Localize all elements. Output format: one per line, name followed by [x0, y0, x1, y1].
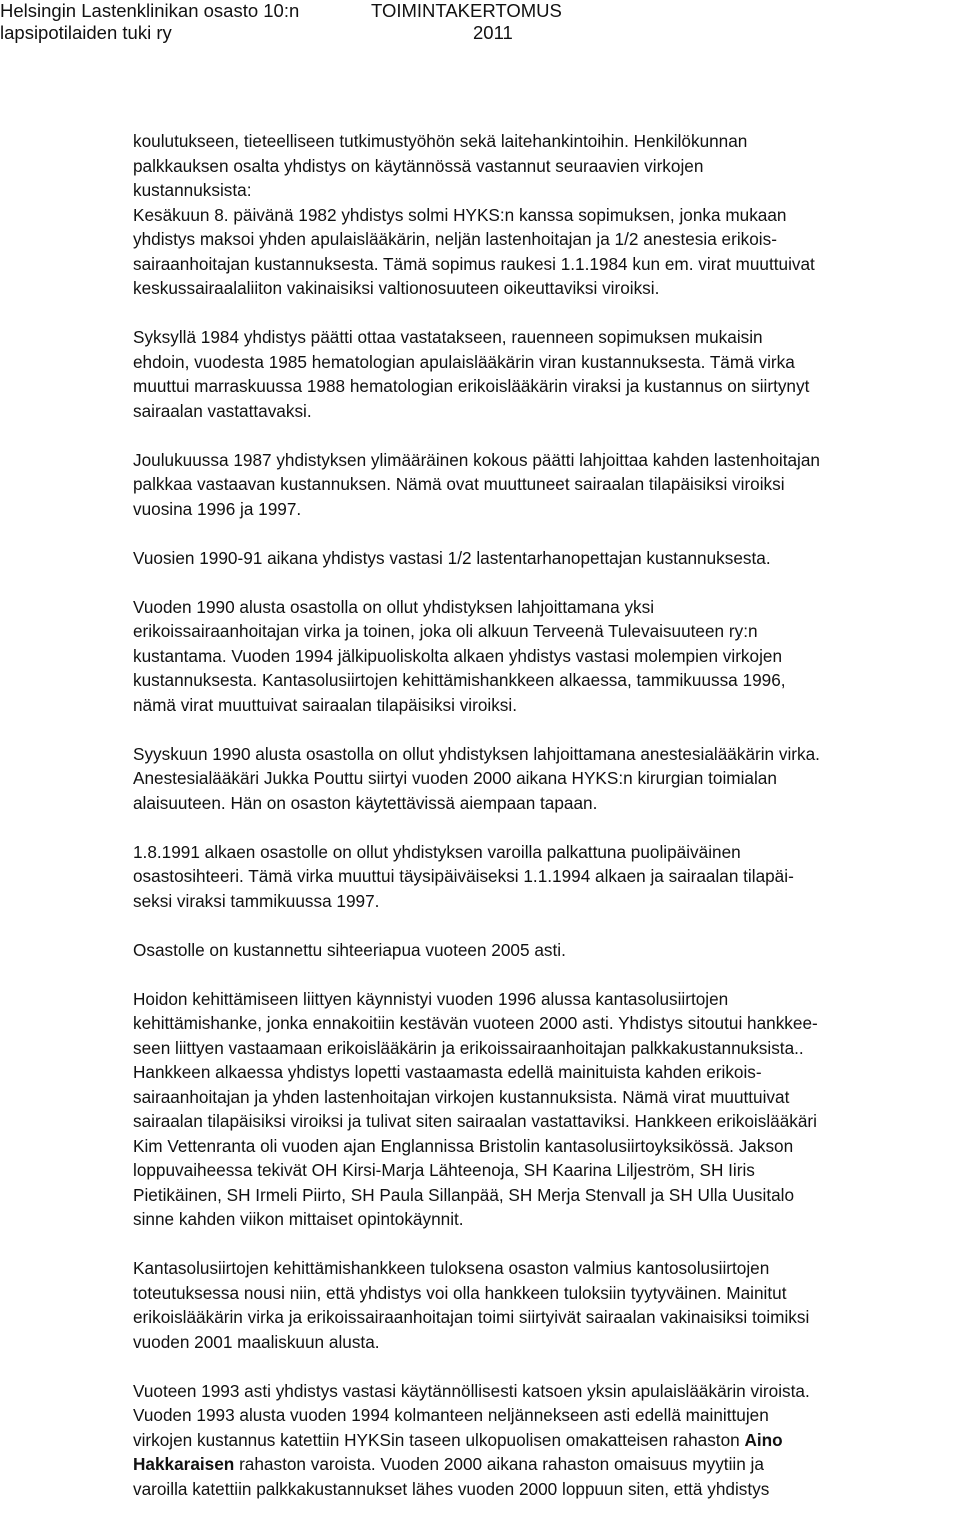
text-fragment: rahaston varoista. Vuoden 2000 aikana rahaston omaisuus myytiin ja [234, 1454, 764, 1474]
text-line: palkkaa vastaavan kustannuksen. Nämä ovat muuttuneet sairaalan tilapäisiksi viroiksi [133, 474, 785, 494]
text-line: sairaalan vastattavaksi. [133, 400, 312, 421]
text-line: vuoden 2001 maaliskuun alusta. [133, 1331, 380, 1352]
paragraph-fund-1993 [133, 1379, 953, 1502]
document-body [133, 129, 953, 1526]
text-line: muuttui marraskuussa 1988 hematologian erikoislääkärin viraksi ja kustannus on siirtynyt [133, 376, 810, 396]
text-line: Syyskuun 1990 alusta osastolla on ollut yhdistyksen lahjoittamana anestesialääkärin virka. [133, 743, 820, 764]
text-line: Syksyllä 1984 yhdistys päätti ottaa vastatakseen, rauenneen sopimuksen mukaisin [133, 327, 763, 347]
text-line: sairaanhoitajan ja yhden lastenhoitajan virkojen kustannuksista. Nämä virat muuttuivat [133, 1086, 790, 1107]
text-line [133, 1428, 953, 1453]
paragraph-secretary-2005 [133, 938, 953, 963]
text-line: kustannuksesta. Kantasolusiirtojen kehittämishankkeen alkaessa, tammikuussa 1996, [133, 670, 786, 690]
text-line: 1.8.1991 alkaen osastolle on ollut yhdistyksen varoilla palkattuna puolipäiväinen [133, 841, 741, 862]
document-title: TOIMINTAKERTOMUS [371, 0, 562, 21]
document-year: 2011 [473, 22, 513, 43]
text-line: Vuosien 1990-91 aikana yhdistys vastasi 1/2 lastentarhanopettajan kustannuksesta. [133, 547, 771, 568]
text-line: Hoidon kehittämiseen liittyen käynnistyi vuoden 1996 alussa kantasolusiirtojen [133, 988, 729, 1009]
text-line: ehdoin, vuodesta 1985 hematologian apulaislääkärin viran kustannuksesta. Tämä virka [133, 351, 795, 372]
text-line: sinne kahden viikon mittaiset opintokäynnit. [133, 1209, 464, 1229]
text-line: vuosina 1996 ja 1997. [133, 498, 302, 519]
paragraph-stem-cell-project [133, 987, 953, 1232]
text-line: seen liittyen vastaamaan erikoislääkärin ja erikoissairaanhoitajan palkkakustannuksista.. [133, 1037, 804, 1058]
fund-name-bold: Hakkaraisen [133, 1454, 235, 1474]
page-header [0, 0, 960, 50]
text-line: nämä virat muuttuivat sairaalan tilapäisiksi viroiksi. [133, 694, 517, 715]
organization-name-line-2: lapsipotilaiden tuki ry [0, 22, 172, 43]
text-line: erikoissairaanhoitajan virka ja toinen, joka oli alkuun Terveenä Tulevaisuuteen ry:n [133, 621, 758, 641]
text-line: seksi viraksi tammikuussa 1997. [133, 890, 380, 911]
text-line: keskussairaalaliiton vakinaisiksi valtionosuuteen oikeuttaviksi viroiksi. [133, 278, 660, 298]
text-line: kustantama. Vuoden 1994 jälkipuoliskolta alkaen yhdistys vastasi molempien virkojen [133, 645, 783, 666]
text-line: Anestesialääkäri Jukka Pouttu siirtyi vuoden 2000 aikana HYKS:n kirurgian toimialan [133, 768, 777, 788]
text-line: yhdistys maksoi yhden apulaislääkärin, neljän lastenhoitajan ja 1/2 anestesia erikois- [133, 229, 777, 249]
paragraph-secretary [133, 840, 953, 914]
text-line: palkkauksen osalta yhdistys on käytännössä vastannut seuraavien virkojen [133, 155, 704, 176]
text-line: toteutuksessa nousi niin, että yhdistys voi olla hankkeen tuloksiin tyytyväinen. Mainitut [133, 1282, 787, 1303]
text-line: Osastolle on kustannettu sihteeriapua vuoteen 2005 asti. [133, 939, 566, 960]
text-line: Kim Vettenranta oli vuoden ajan Englannissa Bristolin kantasolusiirtoyksikössä. Jakson [133, 1135, 794, 1156]
text-line: koulutukseen, tieteelliseen tutkimustyöhön sekä laitehankintoihin. Henkilökunnan [133, 131, 748, 151]
text-line: kehittämishanke, jonka ennakoitiin kestävän vuoteen 2000 asti. Yhdistys sitoutui hankkee- [133, 1013, 818, 1033]
text-line: sairaalan tilapäisiksi viroiksi ja tulivat siten sairaalan vastattaviksi. Hankkeen erikoislääkäri [133, 1111, 817, 1131]
organization-name-line-1: Helsingin Lastenklinikan osasto 10:n [0, 0, 300, 21]
text-line: loppuvaiheessa tekivät OH Kirsi-Marja Lähteenoja, SH Kaarina Liljeström, SH Iiris [133, 1160, 755, 1180]
paragraph-1990-91 [133, 546, 953, 571]
text-line [133, 1452, 953, 1477]
text-fragment: virkojen kustannus katettiin HYKSin taseen ulkopuolisen omakatteisen rahaston [133, 1429, 745, 1450]
paragraph-1990-nurse [133, 595, 953, 718]
text-line: Hankkeen alkaessa yhdistys lopetti vastaamasta edellä mainituista kahden erikois- [133, 1062, 762, 1082]
text-line: varoilla katettiin palkkakustannukset lähes vuoden 2000 loppuun siten, että yhdistys [133, 1478, 770, 1499]
text-line: Joulukuussa 1987 yhdistyksen ylimääräinen kokous päätti lahjoittaa kahden lastenhoitajan [133, 449, 820, 470]
text-line: Vuoden 1993 alusta vuoden 1994 kolmanteen neljännekseen asti edellä mainittujen [133, 1405, 769, 1425]
text-line: Vuoteen 1993 asti yhdistys vastasi käytännöllisesti katsoen yksin apulaislääkärin viroista. [133, 1380, 810, 1401]
paragraph-anesthesiologist [133, 742, 953, 816]
paragraph-staff-funding [133, 129, 953, 301]
text-line: Kantasolusiirtojen kehittämishankkeen tuloksena osaston valmius kantosolusiirtojen [133, 1258, 770, 1278]
text-line: kustannuksista: [133, 180, 252, 200]
text-line: Vuoden 1990 alusta osastolla on ollut yhdistyksen lahjoittamana yksi [133, 596, 655, 617]
text-line: osastosihteeri. Tämä virka muuttui täysipäiväiseksi 1.1.1994 alkaen ja sairaalan tilapäi- [133, 866, 794, 886]
text-line: Pietikäinen, SH Irmeli Piirto, SH Paula Sillanpää, SH Merja Stenvall ja SH Ulla Uusitalo [133, 1184, 795, 1205]
text-line: alaisuuteen. Hän on osaston käytettävissä aiempaan tapaan. [133, 792, 598, 813]
fund-name-bold: Aino [744, 1429, 783, 1450]
paragraph-december-1987 [133, 448, 953, 522]
text-line: Kesäkuun 8. päivänä 1982 yhdistys solmi HYKS:n kanssa sopimuksen, jonka mukaan [133, 204, 787, 225]
paragraph-project-results [133, 1256, 953, 1354]
paragraph-autumn-1984 [133, 325, 953, 423]
text-line: erikoislääkärin virka ja erikoissairaanhoitajan toimi siirtyivät sairaalan vakinaisiksi toimiksi [133, 1307, 810, 1327]
text-line: sairaanhoitajan kustannuksesta. Tämä sopimus raukesi 1.1.1984 kun em. virat muuttuivat [133, 253, 815, 274]
